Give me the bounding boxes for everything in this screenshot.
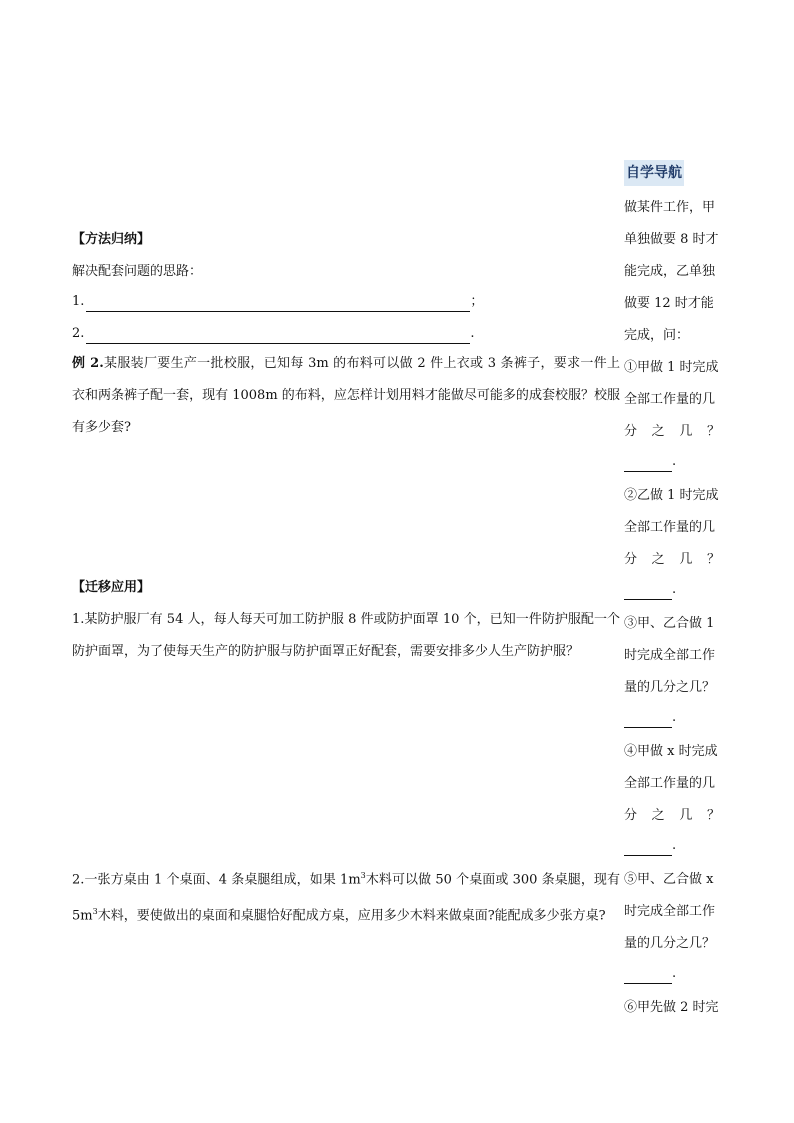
problem-2-part-a: 2.一张方桌由 1 个桌面、4 条桌腿组成，如果 1m bbox=[72, 872, 361, 888]
side-line: 量的几分之几？ bbox=[624, 680, 716, 695]
blank-2-underline[interactable] bbox=[86, 330, 470, 344]
spread-char: 几 bbox=[679, 808, 693, 823]
answer-blank[interactable] bbox=[624, 969, 672, 984]
side-line: 全部工作量的几 bbox=[624, 776, 716, 791]
cubic-superscript-2: 3 bbox=[92, 907, 98, 917]
side-line: 能完成，乙单独 bbox=[624, 264, 716, 279]
spread-char: 之 bbox=[651, 808, 665, 823]
answer-blank[interactable] bbox=[624, 713, 672, 728]
example-2 bbox=[72, 348, 620, 444]
spread-char: 之 bbox=[651, 424, 665, 439]
side-line: 时完成全部工作 bbox=[624, 648, 716, 663]
question-2: ②乙做 1 时完成 bbox=[624, 488, 719, 503]
question-3: ③甲、乙合做 1 bbox=[624, 616, 715, 631]
side-line: 时完成全部工作 bbox=[624, 904, 716, 919]
blank-1-end: ； bbox=[470, 294, 484, 309]
problem-2 bbox=[72, 860, 620, 933]
question-6: ⑥甲先做 2 时完 bbox=[624, 1000, 719, 1015]
answer-blank[interactable] bbox=[624, 585, 672, 600]
transfer-heading: 【迁移应用】 bbox=[72, 580, 151, 595]
spread-char: ？ bbox=[706, 808, 720, 823]
spread-line bbox=[624, 806, 720, 826]
question-5: ⑤甲、乙合做 x bbox=[624, 872, 714, 887]
spread-char: 分 bbox=[624, 808, 638, 823]
example-label: 例 2. bbox=[72, 356, 104, 371]
spread-line bbox=[624, 550, 720, 570]
side-line: 全部工作量的几 bbox=[624, 392, 716, 407]
blank-1-number: 1. bbox=[72, 294, 85, 309]
answer-end: . bbox=[672, 838, 677, 853]
problem-1: 1.某防护服厂有 54 人，每人每天可加工防护服 8 件或防护面罩 10 个，已知一件防护服配一个防护面罩，为了使每天生产的防护服与防护面罩正好配套，需要安排多少人生产防护服？ bbox=[72, 612, 620, 659]
spread-line bbox=[624, 422, 720, 442]
spread-char: ？ bbox=[706, 424, 720, 439]
answer-end: . bbox=[672, 454, 677, 469]
answer-line-4 bbox=[624, 836, 722, 856]
question-4: ④甲做 x 时完成 bbox=[624, 744, 718, 759]
spread-char: 几 bbox=[679, 424, 693, 439]
answer-line-1 bbox=[624, 452, 722, 472]
side-line: 量的几分之几？ bbox=[624, 936, 716, 951]
side-line: 完成，问： bbox=[624, 328, 690, 343]
blank-1-underline[interactable] bbox=[86, 298, 470, 312]
answer-end: . bbox=[672, 582, 677, 597]
answer-blank[interactable] bbox=[624, 841, 672, 856]
method-intro: 解决配套问题的思路： bbox=[72, 264, 203, 279]
sidebar-title: 自学导航 bbox=[624, 160, 684, 186]
answer-blank[interactable] bbox=[624, 457, 672, 472]
spread-char: ？ bbox=[706, 552, 720, 567]
side-line: 做要 12 时才能 bbox=[624, 296, 714, 311]
side-line: 单独做要 8 时才 bbox=[624, 232, 719, 247]
spread-char: 之 bbox=[651, 552, 665, 567]
problem-2-part-c: 木料，要使做出的桌面和桌腿恰好配成方桌，应用多少木料来做桌面?能配成多少张方桌? bbox=[97, 908, 606, 924]
cubic-superscript-1: 3 bbox=[360, 871, 366, 880]
spread-char: 分 bbox=[624, 552, 638, 567]
answer-line-5 bbox=[624, 964, 722, 984]
side-line: 做某件工作，甲 bbox=[624, 200, 716, 215]
sidebar-self-study bbox=[624, 160, 724, 1015]
blank-line-1 bbox=[72, 292, 483, 312]
problem-2-part-b: 木料可以做 50 个桌面或 300 条桌腿，现有 5m bbox=[72, 872, 620, 924]
blank-line-2 bbox=[72, 324, 475, 344]
example-text: 某服装厂要生产一批校服，已知每 3m 的布料可以做 2 件上衣或 3 条裤子，要求一件上衣和两条裤子配一套，现有 1008m 的布料，应怎样计划用料才能做尽可能多的成套校服？校服有多少套? bbox=[72, 356, 620, 435]
answer-line-2 bbox=[624, 580, 722, 600]
method-heading: 【方法归纳】 bbox=[72, 232, 151, 247]
spread-char: 几 bbox=[679, 552, 693, 567]
blank-2-end: . bbox=[470, 326, 475, 341]
question-1: ①甲做 1 时完成 bbox=[624, 360, 719, 375]
blank-2-number: 2. bbox=[72, 326, 85, 341]
answer-line-3 bbox=[624, 708, 722, 728]
answer-end: . bbox=[672, 966, 677, 981]
spread-char: 分 bbox=[624, 424, 638, 439]
side-line: 全部工作量的几 bbox=[624, 520, 716, 535]
answer-end: . bbox=[672, 710, 677, 725]
